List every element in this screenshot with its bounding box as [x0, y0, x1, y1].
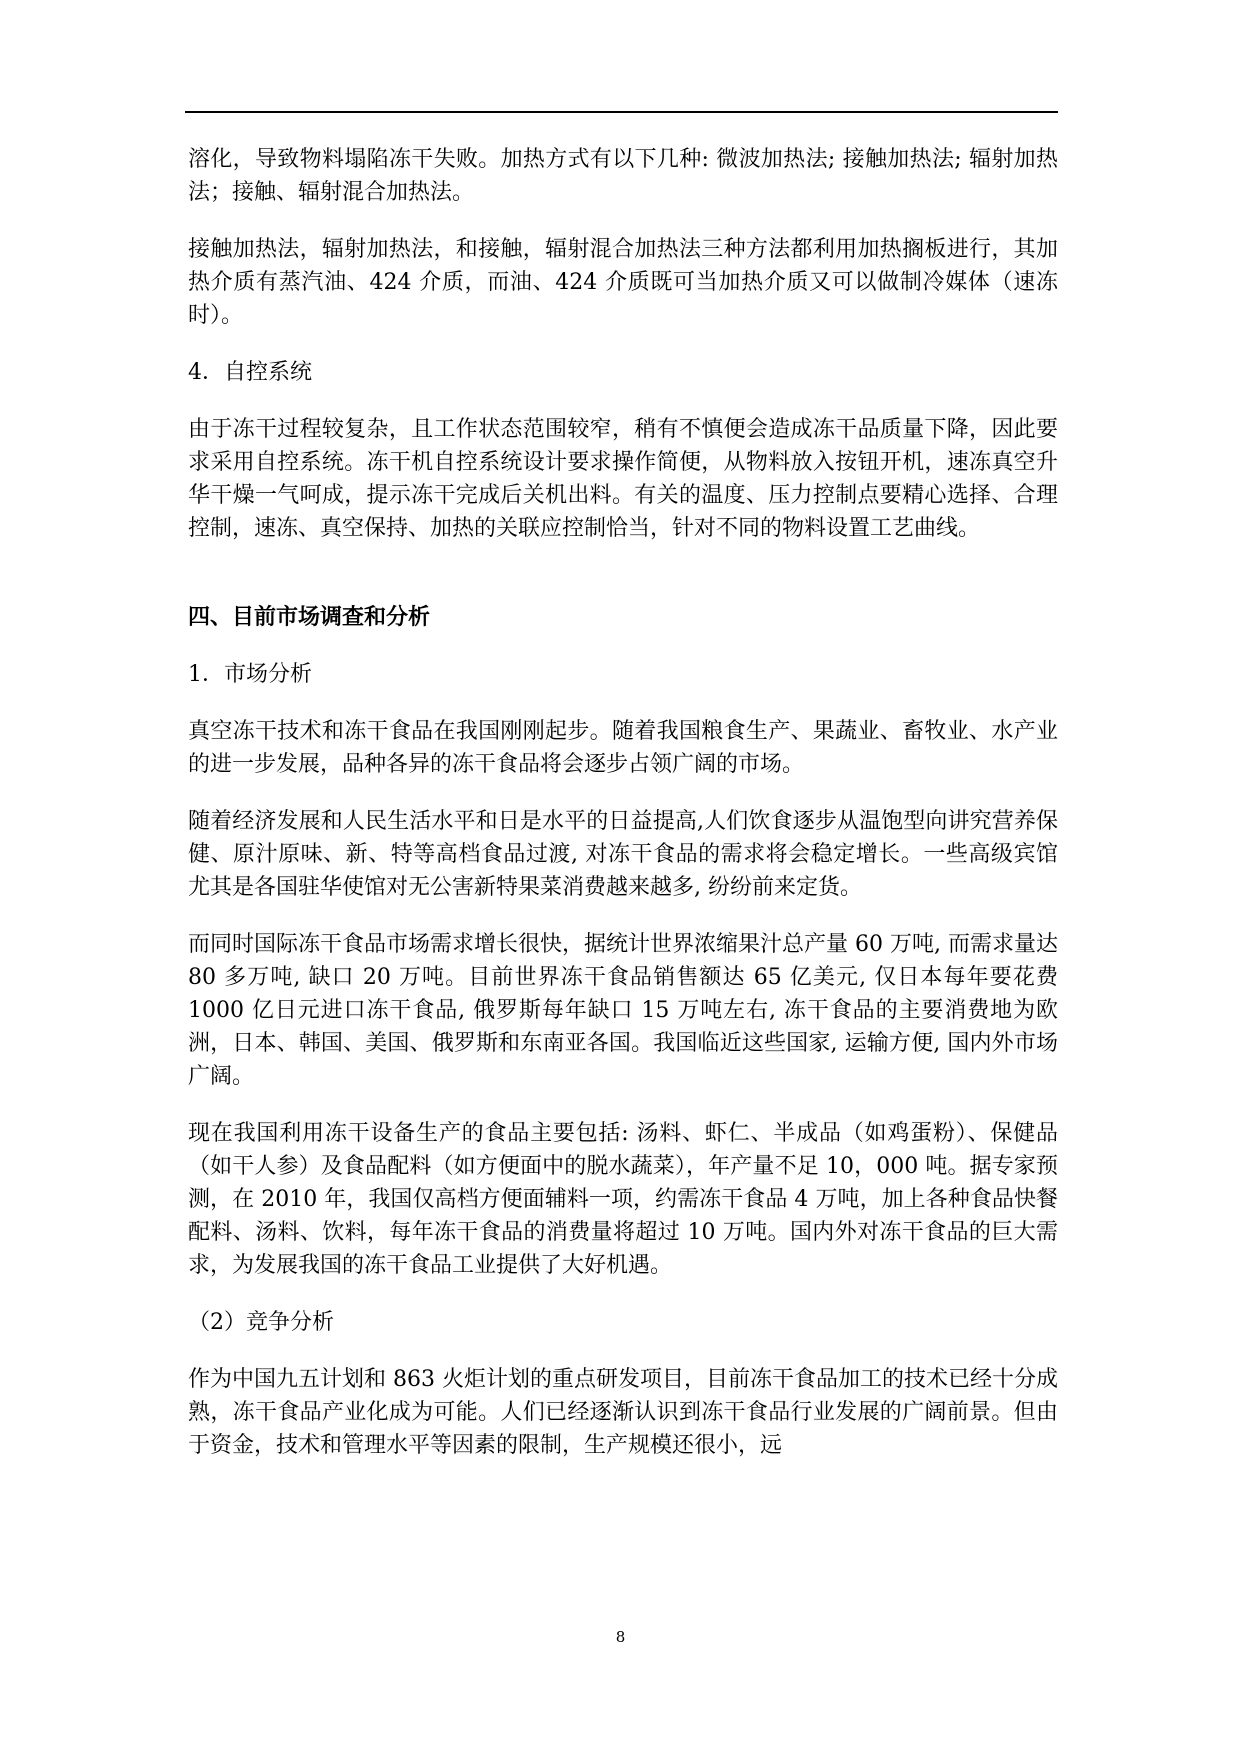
paragraph-heating-media: 接触加热法，辐射加热法，和接触，辐射混合加热法三种方法都利用加热搁板进行，其加热介质有蒸汽油、424 介质，而油、424 介质既可当加热介质又可以做制冷媒体（速冻时）。 [188, 237, 1058, 328]
subheading-auto-control: 4．自控系统 [188, 360, 312, 385]
paragraph-international-demand: 而同时国际冻干食品市场需求增长很快，据统计世界浓缩果汁总产量 60 万吨, 而需求量达 80 多万吨, 缺口 20 万吨。目前世界冻干食品销售额达 65 亿美元, 仅日本每年要花费 1000 亿日元进口冻干食品, 俄罗斯每年缺口 15 万吨左右, 冻干食品的主要消费地为欧洲，日本、韩国、美国、俄罗斯和东南亚各国。我国临近这些国家, 运输方便, 国内外市场广阔。 [188, 932, 1058, 1089]
paragraph-products-forecast: 现在我国利用冻干设备生产的食品主要包括: 汤料、虾仁、半成品（如鸡蛋粉）、保健品（如干人参）及食品配料（如方便面中的脱水蔬菜），年产量不足 10，000 吨。据专家预测，在 2010 年，我国仅高档方便面辅料一项，约需冻干食品 4 万吨，加上各种食品快餐配料、汤料、饮料，每年冻干食品的消费量将超过 10 万吨。国内外对冻干食品的巨大需求，为发展我国的冻干食品工业提供了大好机遇。 [188, 1121, 1058, 1278]
subheading-market-analysis: 1．市场分析 [188, 662, 312, 687]
header-rule [185, 111, 1058, 113]
paragraph-competition: 作为中国九五计划和 863 火炬计划的重点研发项目，目前冻干食品加工的技术已经十分成熟，冻干食品产业化成为可能。人们已经逐渐认识到冻干食品行业发展的广阔前景。但由于资金，技术和管理水平等因素的限制，生产规模还很小，远 [188, 1367, 1058, 1458]
page-number: 8 [615, 1628, 626, 1646]
paragraph-auto-control: 由于冻干过程较复杂，且工作状态范围较窄，稍有不慎便会造成冻干品质量下降，因此要求采用自控系统。冻干机自控系统设计要求操作简便，从物料放入按钮开机，速冻真空升华干燥一气呵成，提示冻干完成后关机出料。有关的温度、压力控制点要精心选择、合理控制，速冻、真空保持、加热的关联应控制恰当，针对不同的物料设置工艺曲线。 [188, 417, 1058, 541]
paragraph-domestic-demand: 随着经济发展和人民生活水平和日是水平的日益提高,人们饮食逐步从温饱型向讲究营养保健、原汁原味、新、特等高档食品过渡, 对冻干食品的需求将会稳定增长。一些高级宾馆尤其是各国驻华使馆对无公害新特果菜消费越来越多, 纷纷前来定货。 [188, 809, 1058, 900]
paragraph-market-start: 真空冻干技术和冻干食品在我国刚刚起步。随着我国粮食生产、果蔬业、畜牧业、水产业的进一步发展，品种各异的冻干食品将会逐步占领广阔的市场。 [188, 719, 1058, 777]
subheading-competition: （2）竞争分析 [188, 1310, 334, 1335]
page-body [188, 143, 1058, 1486]
section-heading-market: 四、目前市场调查和分析 [188, 605, 431, 630]
paragraph-heating-methods: 溶化，导致物料塌陷冻干失败。加热方式有以下几种: 微波加热法; 接触加热法; 辐射加热法；接触、辐射混合加热法。 [188, 147, 1058, 205]
